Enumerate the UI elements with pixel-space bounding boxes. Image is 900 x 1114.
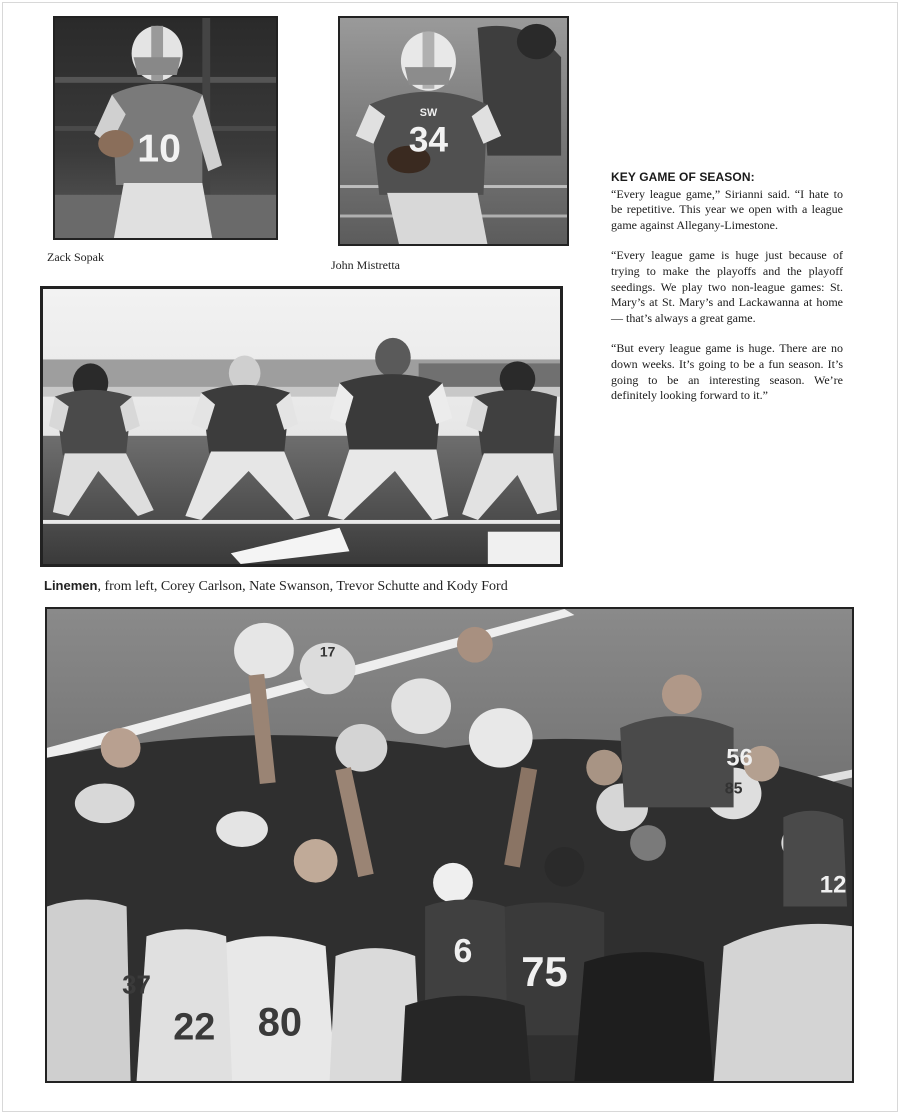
caption-quarterback: Zack Sopak [47,250,104,264]
photo-quarterback [53,16,278,240]
key-game-article [611,170,843,419]
jersey-number-85: 85 [724,780,743,798]
jersey-number-12: 12 [819,871,847,899]
running-back-helmet-logo: SW [419,107,438,120]
jersey-number-22: 22 [173,1005,216,1048]
caption-linemen [44,578,508,595]
jersey-number-56: 56 [726,744,753,772]
jersey-number-17: 17 [319,643,336,660]
caption-linemen-bold: Linemen [44,578,98,593]
jersey-number-6: 6 [453,932,473,970]
key-game-heading: KEY GAME OF SEASON: [611,170,755,184]
jersey-number-37: 37 [122,971,151,1000]
jersey-number-80: 80 [257,1000,302,1045]
quarterback-jersey-number: 10 [137,126,181,171]
key-game-paragraph-1: “Every league game,” Sirianni said. “I hate to be repetitive. This year we open with a league game against Allegany-Limestone. [611,186,843,232]
caption-running-back: John Mistretta [331,258,400,272]
photo-team-celebration [45,607,854,1083]
caption-linemen-rest: , from left, Corey Carlson, Nate Swanson, Trevor Schutte and Kody Ford [97,579,508,594]
photo-linemen [40,286,563,567]
photo-running-back [338,16,569,246]
jersey-number-75: 75 [521,947,568,995]
key-game-paragraph-2: “Every league game is huge just because of trying to make the playoffs and the playoff seedings. We play two non-league games: St. Mary’s at St. Mary’s and Lackawanna at home — that’s always a great game. [611,248,843,325]
running-back-jersey-number: 34 [408,120,449,160]
key-game-paragraph-3: “But every league game is huge. There are no down weeks. It’s going to be a fun season. It’s going to be an interesting season. We’re definitely looking forward to it.” [611,341,843,403]
